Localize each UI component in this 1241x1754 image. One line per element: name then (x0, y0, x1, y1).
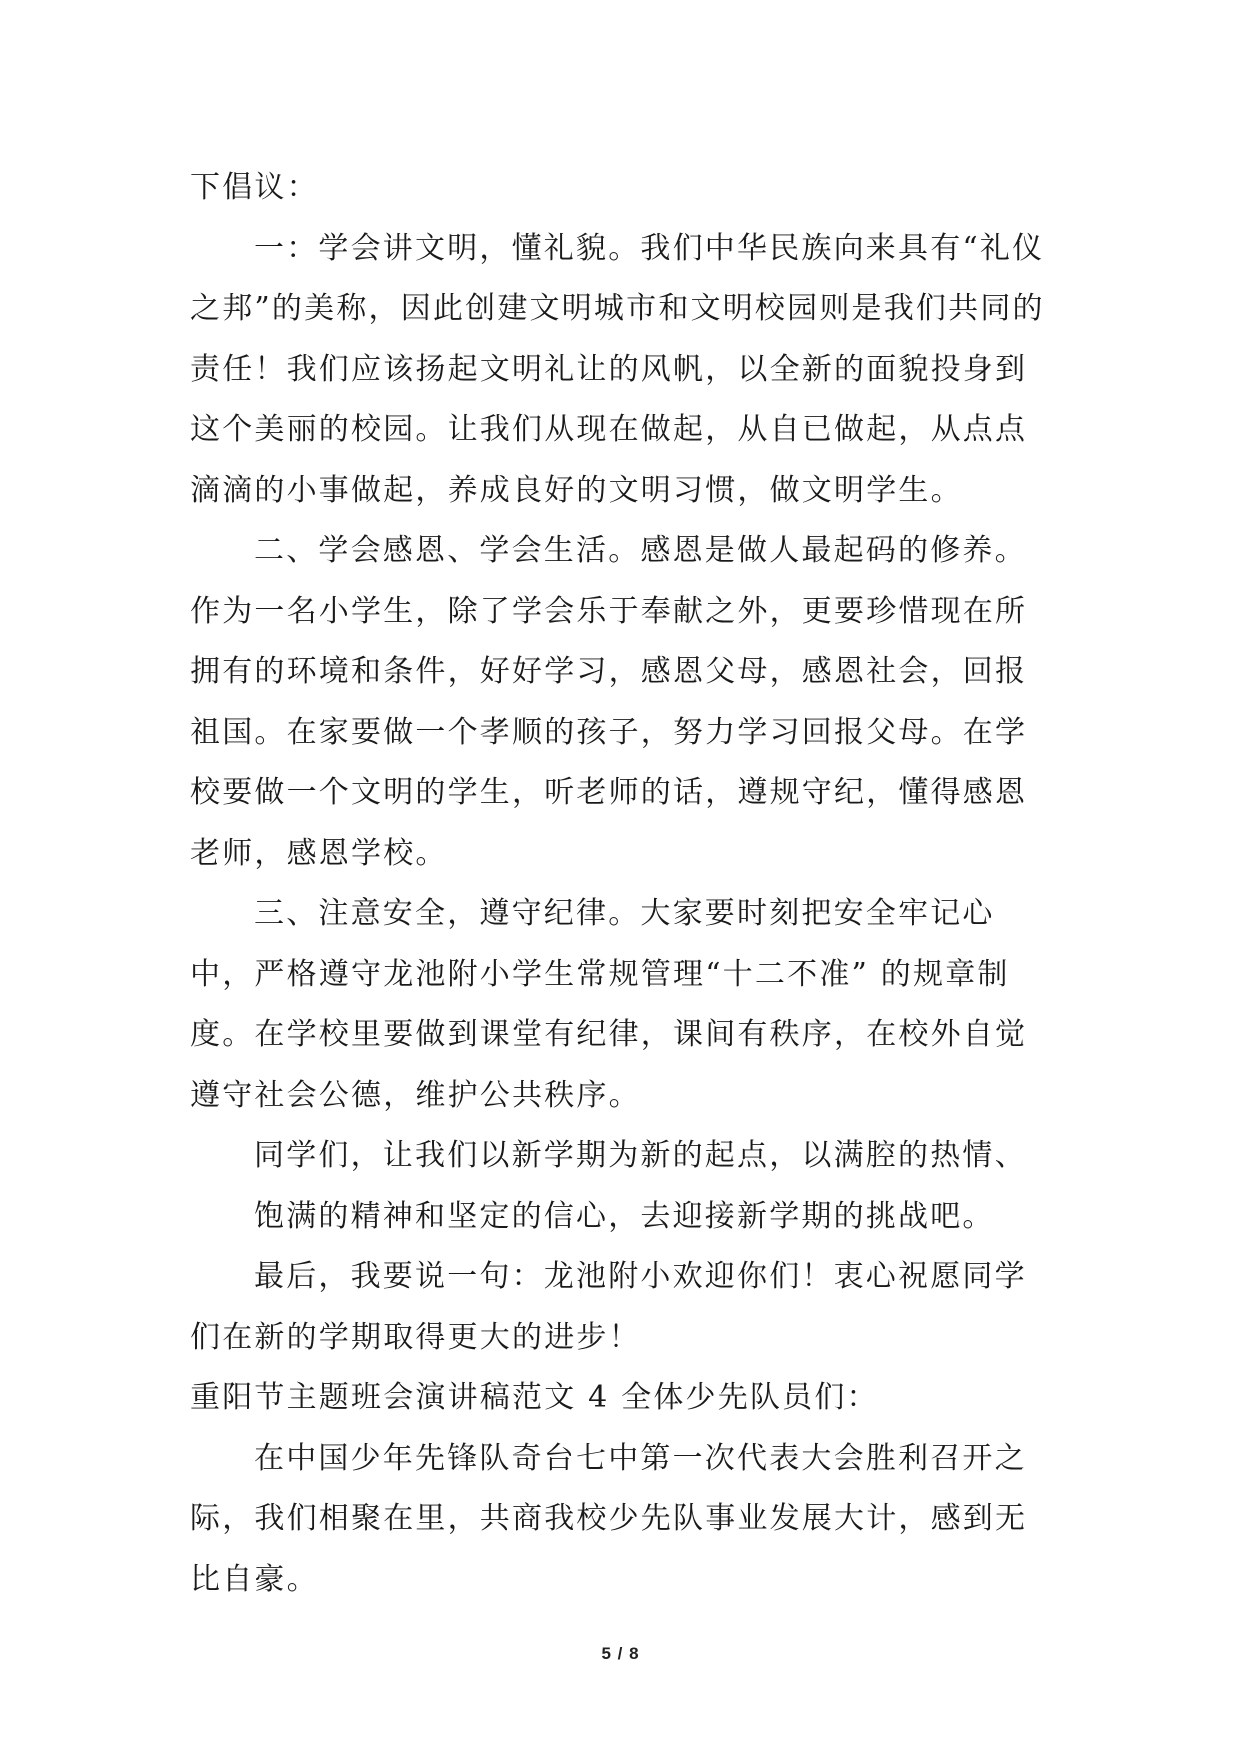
document-body (190, 158, 1050, 1610)
paragraph-new-section: 在中国少年先锋队奇台七中第一次代表大会胜利召开之际，我们相聚在里，共商我校少先队事业发展大计，感到无比自豪。 (190, 1440, 1028, 1597)
paragraph-proposal-3: 三、注意安全，遵守纪律。大家要时刻把安全牢记心中，严格遵守龙池附小学生常规管理“十二不准” 的规章制度。在学校里要做到课堂有纪律，课间有秩序，在校外自觉遵守社会公德，维护公共秩序。 (190, 896, 1028, 1113)
paragraph-closing-line-2: 饱满的精神和坚定的信心，去迎接新学期的挑战吧。 (254, 1198, 995, 1234)
paragraph-intro: 下倡议： (190, 170, 319, 205)
page-number: 5 / 8 (601, 1644, 640, 1663)
paragraph-closing-line-1: 同学们，让我们以新学期为新的起点，以满腔的热情、 (254, 1138, 1027, 1173)
paragraph-proposal-2: 二、学会感恩、学会生活。感恩是做人最起码的修养。作为一名小学生，除了学会乐于奉献之外，更要珍惜现在所拥有的环境和条件，好好学习，感恩父母，感恩社会，回报祖国。在家要做一个孝顺的孩子，努力学习回报父母。在学校要做一个文明的学生，听老师的话，遵规守纪，懂得感恩老师，感恩学校。 (190, 533, 1028, 871)
paragraph-proposal-1: 一：学会讲文明，懂礼貌。我们中华民族向来具有“礼仪之邦”的美称，因此创建文明城市和文明校园则是我们共同的责任！我们应该扬起文明礼让的风帆，以全新的面貌投身到这个美丽的校园。让我们从现在做起，从自已做起，从点点滴滴的小事做起，养成良好的文明习惯，做文明学生。 (190, 230, 1045, 508)
paragraph-final-words: 最后，我要说一句：龙池附小欢迎你们！衷心祝愿同学们在新的学期取得更大的进步！ (190, 1259, 1027, 1355)
paragraph-section-heading: 重阳节主题班会演讲稿范文 4 全体少先队员们： (190, 1380, 879, 1415)
